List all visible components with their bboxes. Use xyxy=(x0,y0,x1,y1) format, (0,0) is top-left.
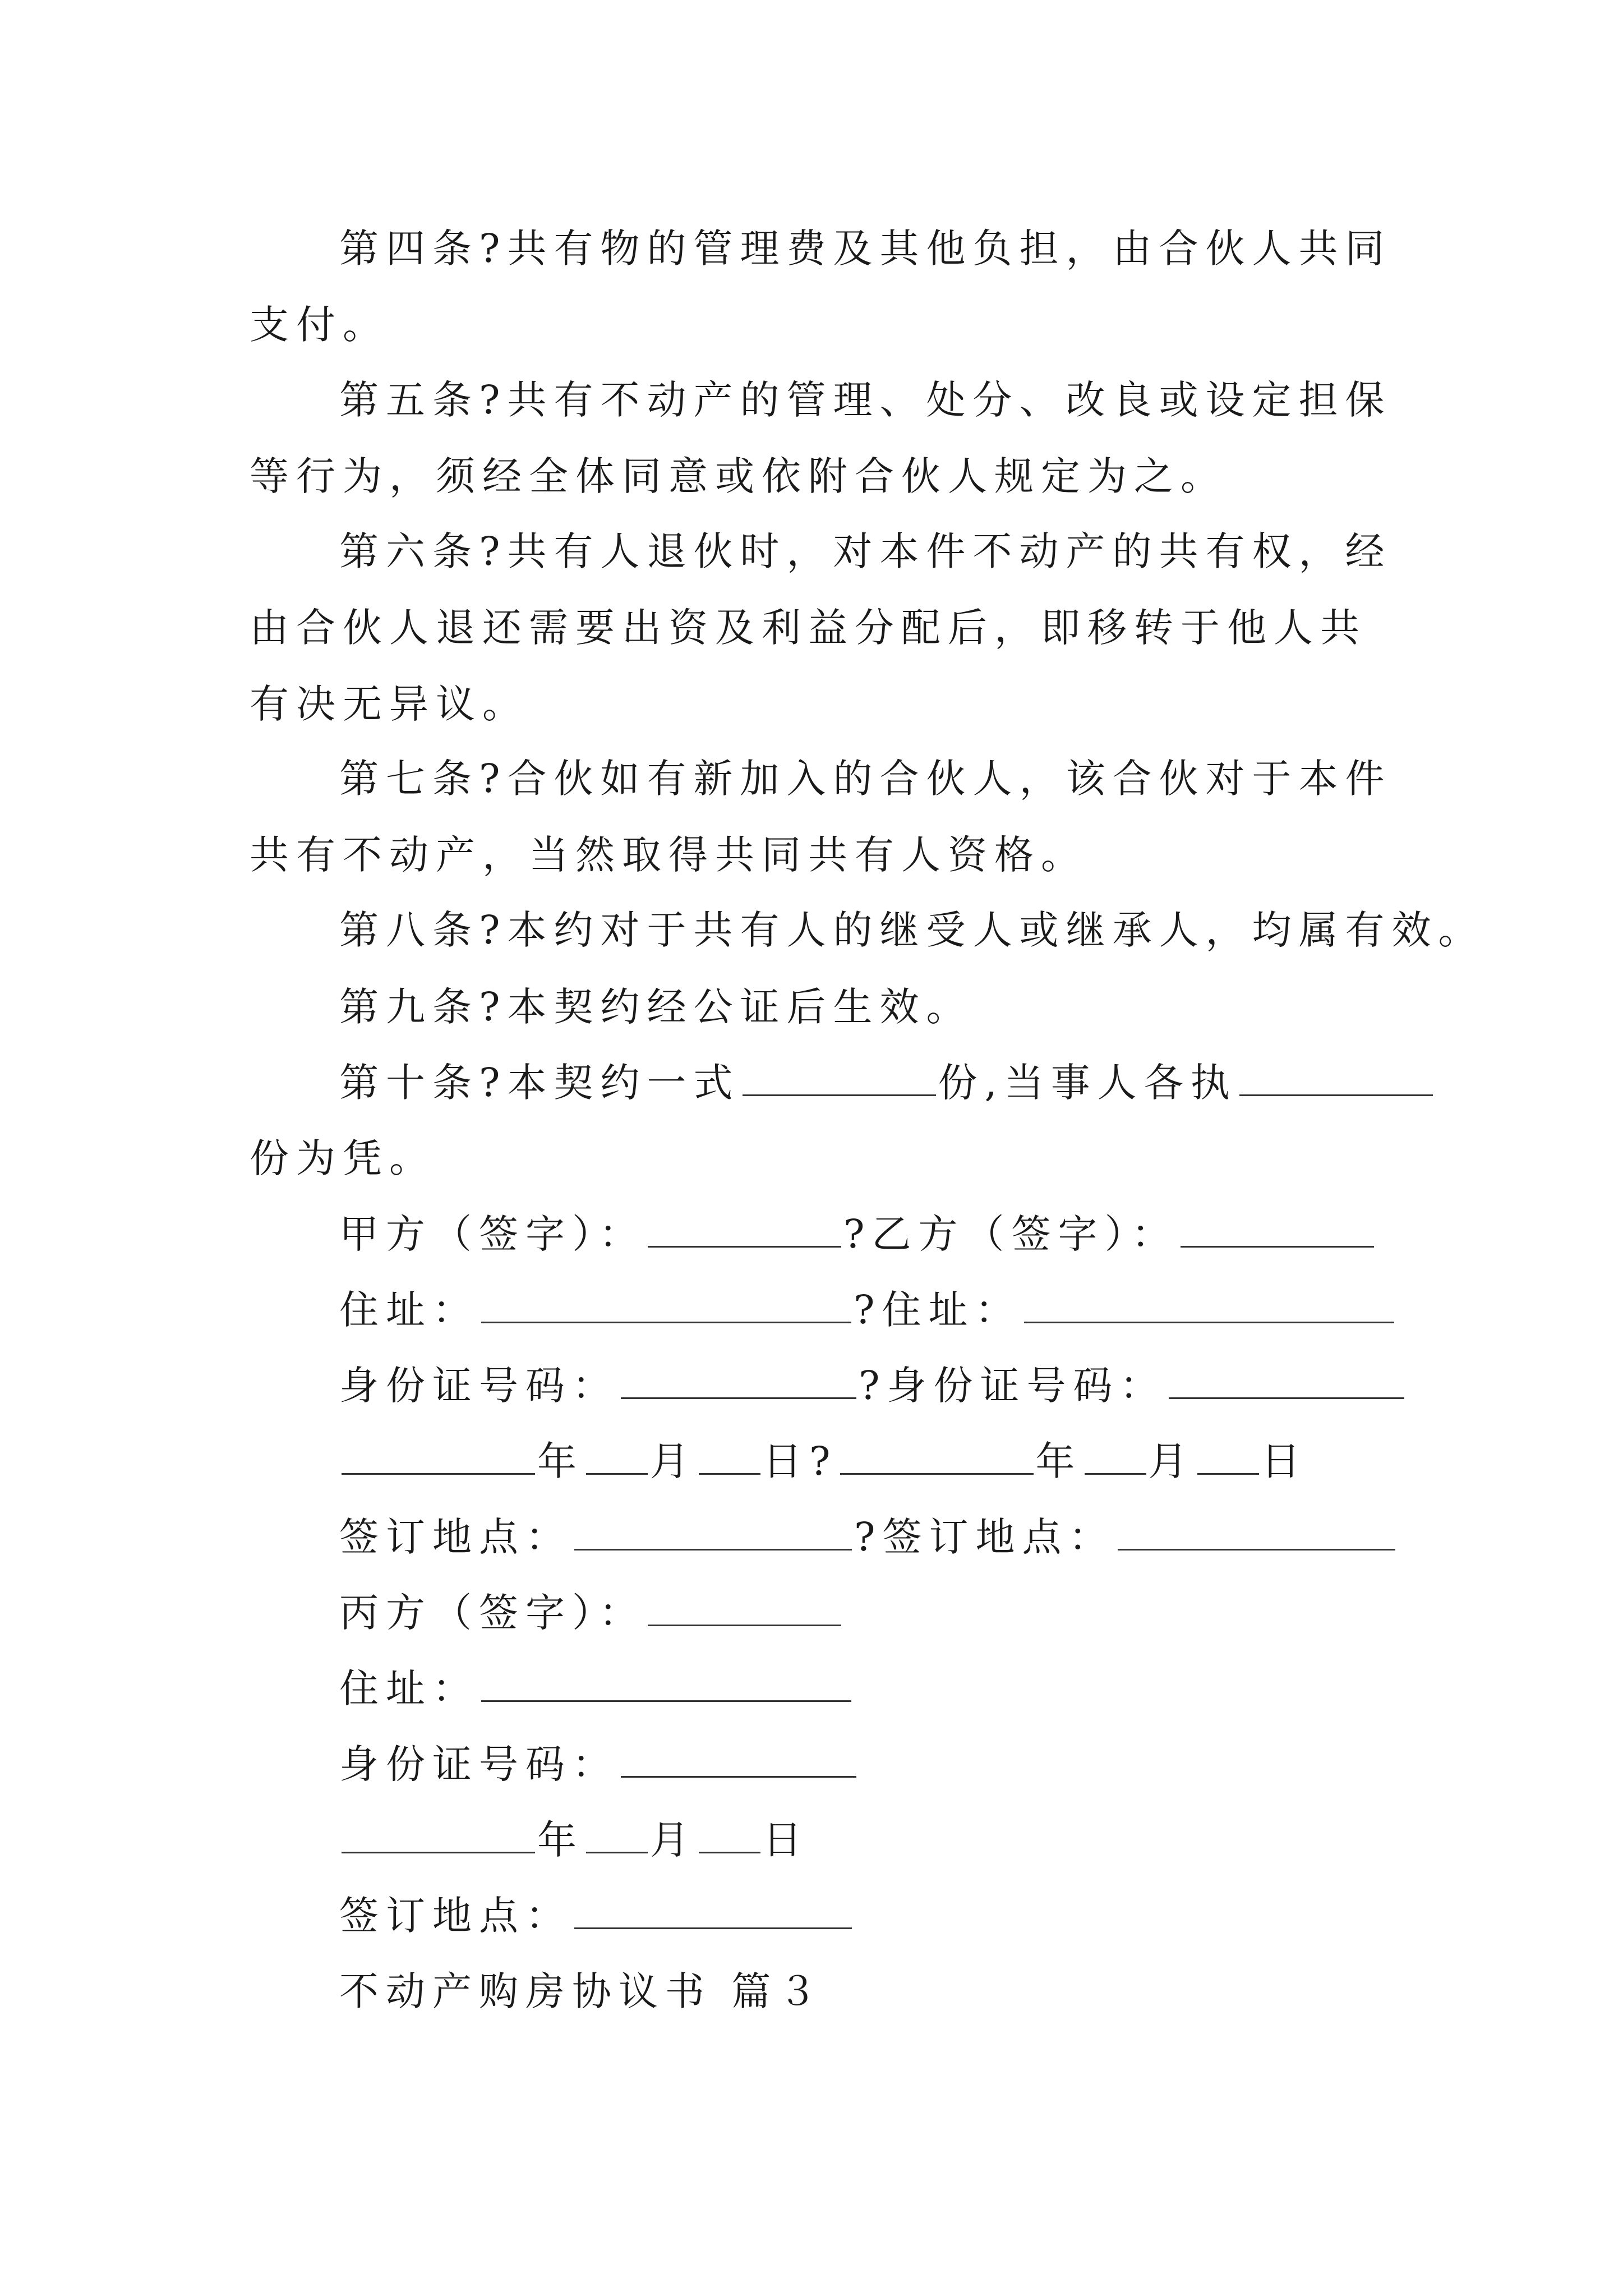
party-b-place-blank[interactable] xyxy=(1118,1514,1395,1550)
party-a-day-blank[interactable] xyxy=(699,1438,760,1475)
party-c-signature-row xyxy=(339,1585,843,1641)
party-c-month-label: 月 xyxy=(650,1817,697,1863)
article-10-line-2 xyxy=(250,1130,436,1186)
party-a-label: 甲方（签字）： xyxy=(339,1211,645,1257)
party-a-place-blank[interactable] xyxy=(574,1514,852,1550)
party-a-year-blank[interactable] xyxy=(342,1438,535,1475)
article-6 xyxy=(250,513,1399,742)
party-a-signature-blank[interactable] xyxy=(648,1211,841,1248)
party-c-address-label: 住址： xyxy=(339,1665,479,1711)
party-b-day-label: 日 xyxy=(1261,1438,1308,1484)
party-c-date-row xyxy=(339,1812,809,1868)
party-a-year-label: 年 xyxy=(537,1438,584,1484)
article-7 xyxy=(250,740,1399,893)
party-c-day-label: 日 xyxy=(763,1817,809,1863)
party-b-address-blank[interactable] xyxy=(1024,1287,1394,1323)
signature-row-place xyxy=(339,1509,1398,1565)
party-b-month-label: 月 xyxy=(1148,1438,1195,1484)
party-a-day-label: 日? xyxy=(763,1438,838,1484)
party-b-address-label: ?住址： xyxy=(854,1287,1022,1333)
party-a-address-label: 住址： xyxy=(339,1287,479,1333)
copies-total-blank[interactable] xyxy=(743,1060,936,1096)
party-a-address-blank[interactable] xyxy=(481,1287,851,1323)
signature-row-parties xyxy=(339,1206,1376,1262)
article-5 xyxy=(250,362,1399,514)
party-c-id-row xyxy=(339,1736,859,1792)
signature-row-id xyxy=(339,1358,1407,1414)
party-c-place-row xyxy=(339,1888,854,1944)
article-10-text-1: 第十条?本契约一式 xyxy=(339,1060,740,1106)
party-c-address-row xyxy=(339,1660,854,1717)
article-5-text: 第五条?共有不动产的管理、处分、改良或设定担保等行为，须经全体同意或依附合伙人规定为之。 xyxy=(250,377,1392,499)
party-c-place-label: 签订地点： xyxy=(339,1893,572,1939)
party-b-id-label: ?身份证号码： xyxy=(859,1363,1166,1409)
party-c-signature-blank[interactable] xyxy=(648,1590,841,1626)
article-8 xyxy=(339,902,1485,958)
party-c-month-blank[interactable] xyxy=(586,1817,648,1853)
party-a-id-blank[interactable] xyxy=(621,1363,856,1399)
party-c-id-blank[interactable] xyxy=(621,1741,856,1778)
article-9 xyxy=(339,979,973,1035)
party-b-day-blank[interactable] xyxy=(1197,1438,1259,1475)
article-8-text: 第八条?本约对于共有人的继受人或继承人，均属有效。 xyxy=(339,907,1485,953)
party-b-month-blank[interactable] xyxy=(1085,1438,1146,1475)
copies-each-blank[interactable] xyxy=(1239,1060,1433,1096)
party-c-label: 丙方（签字）： xyxy=(339,1590,645,1636)
party-a-place-label: 签订地点： xyxy=(339,1514,572,1560)
party-b-year-blank[interactable] xyxy=(840,1438,1034,1475)
party-b-label: ?乙方（签字）： xyxy=(843,1211,1178,1257)
party-b-signature-blank[interactable] xyxy=(1181,1211,1374,1248)
party-a-month-blank[interactable] xyxy=(586,1438,648,1475)
party-a-month-label: 月 xyxy=(650,1438,697,1484)
party-c-year-label: 年 xyxy=(537,1817,584,1863)
next-section-title-text: 不动产购房协议书 篇３ xyxy=(339,1968,825,2014)
article-4 xyxy=(250,210,1399,363)
party-c-id-label: 身份证号码： xyxy=(339,1741,619,1787)
article-10-text-2: 份,当事人各执 xyxy=(938,1060,1237,1106)
party-c-address-blank[interactable] xyxy=(481,1665,851,1702)
signature-row-date xyxy=(339,1433,1308,1489)
article-10-text-3: 份为凭。 xyxy=(250,1135,436,1181)
article-6-text: 第六条?共有人退伙时，对本件不动产的共有权，经由合伙人退还需要出资及利益分配后，即移转于他人共有决无异议。 xyxy=(250,528,1392,727)
party-c-day-blank[interactable] xyxy=(699,1817,760,1853)
party-b-year-label: 年 xyxy=(1035,1438,1082,1484)
article-7-text: 第七条?合伙如有新加入的合伙人，该合伙对于本件共有不动产，当然取得共同共有人资格。 xyxy=(250,756,1392,878)
article-4-text: 第四条?共有物的管理费及其他负担，由合伙人共同支付。 xyxy=(250,226,1392,348)
next-section-title xyxy=(339,1963,824,2019)
party-b-id-blank[interactable] xyxy=(1169,1363,1404,1399)
article-9-text: 第九条?本契约经公证后生效。 xyxy=(339,984,973,1030)
article-10-line-1 xyxy=(339,1055,1435,1111)
party-c-year-blank[interactable] xyxy=(342,1817,535,1853)
signature-row-address xyxy=(339,1282,1396,1338)
party-a-id-label: 身份证号码： xyxy=(339,1363,619,1409)
party-c-place-blank[interactable] xyxy=(574,1893,852,1929)
party-b-place-label: ?签订地点： xyxy=(854,1514,1115,1560)
